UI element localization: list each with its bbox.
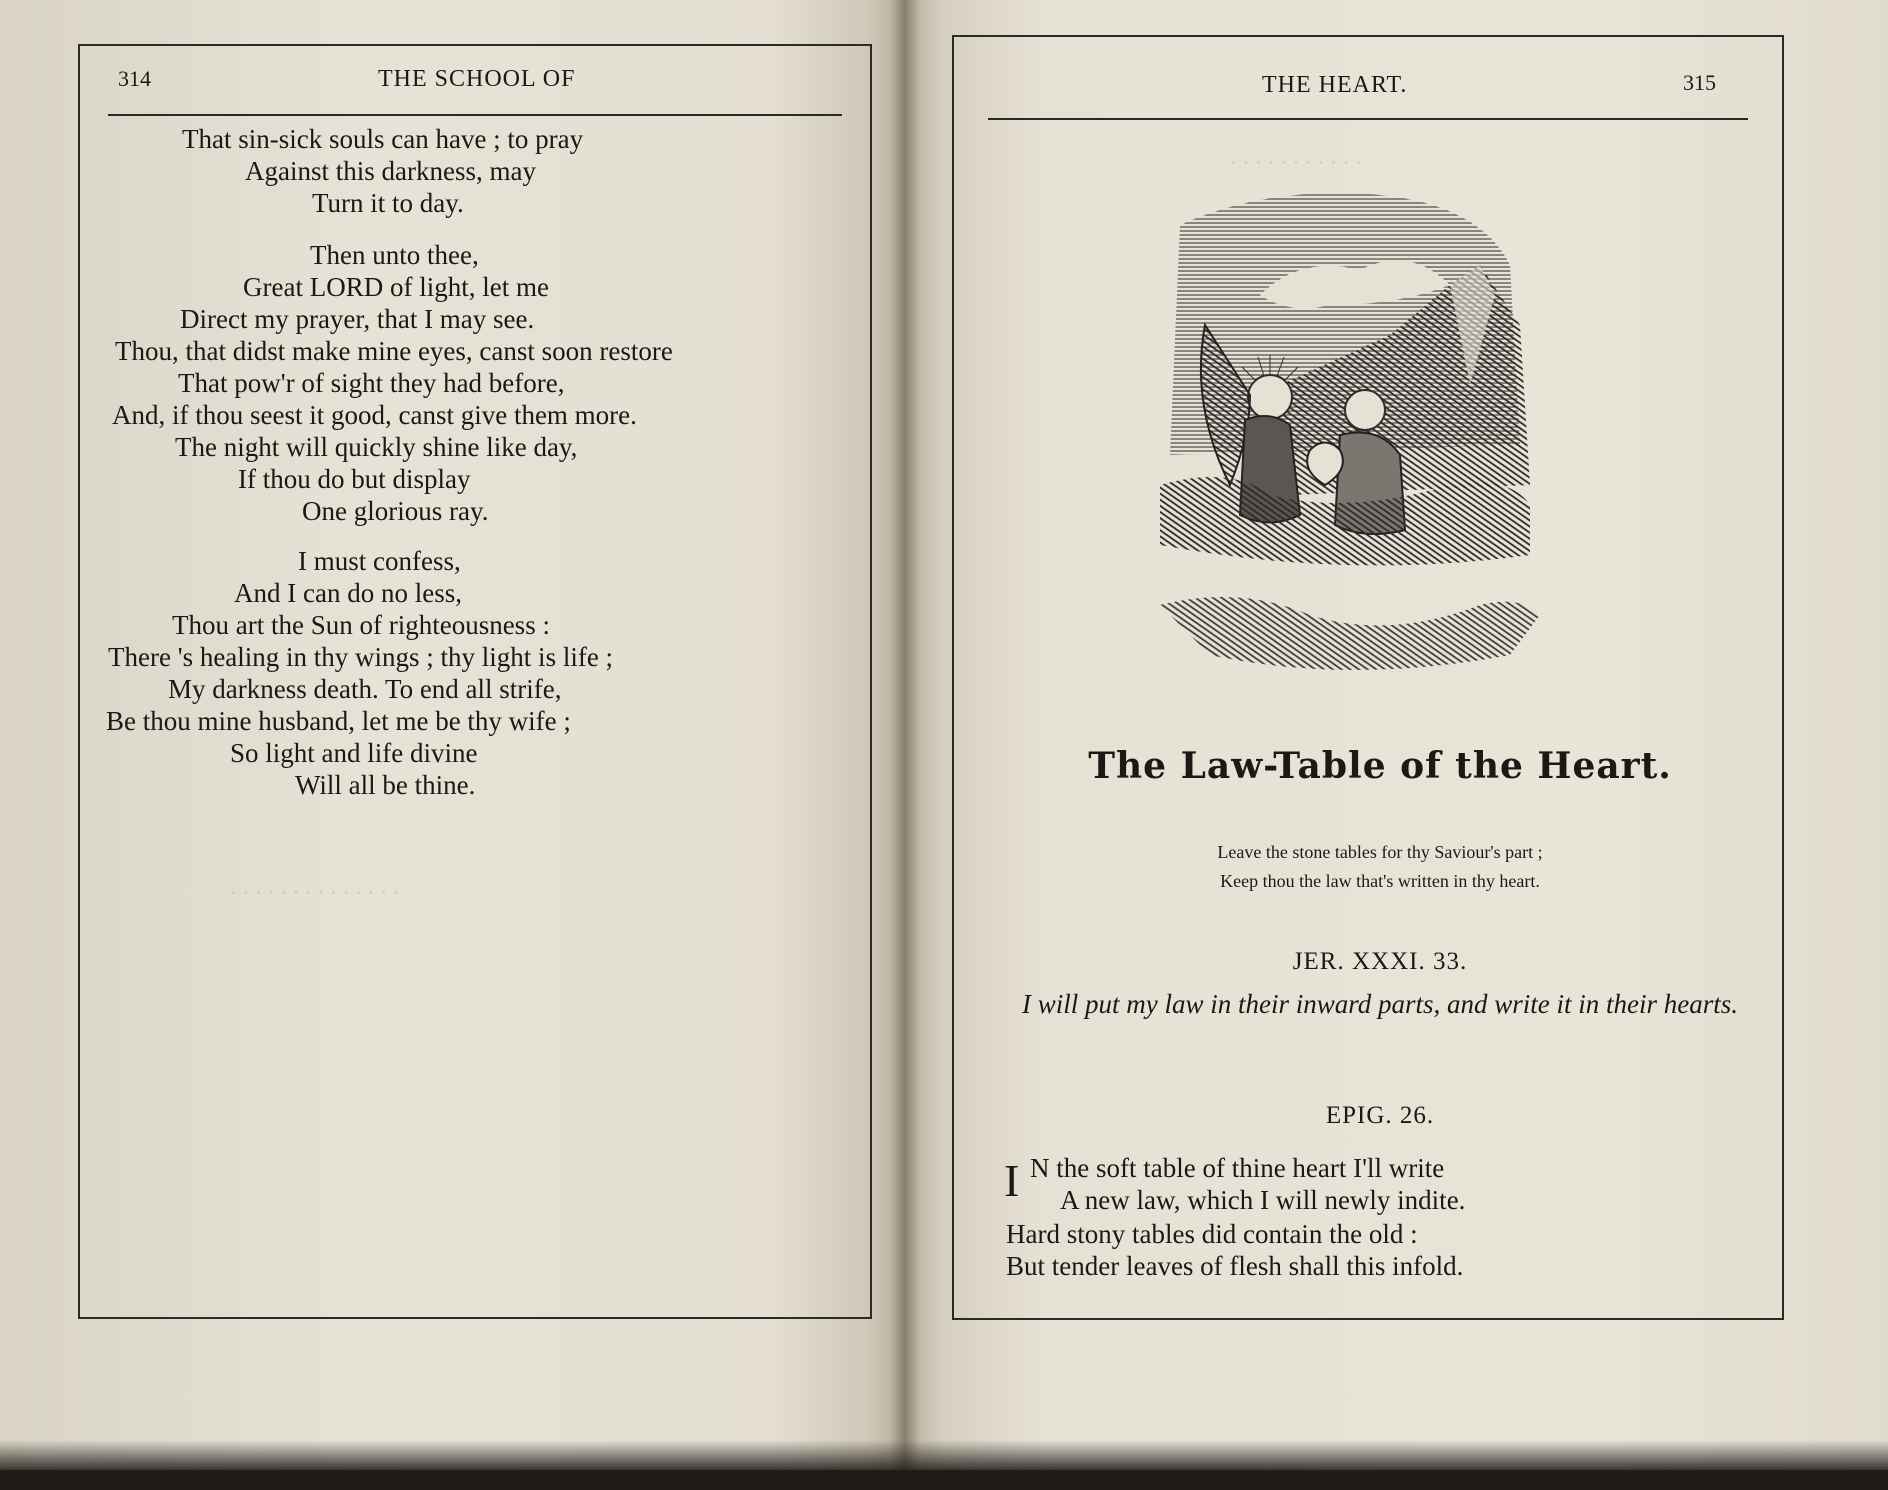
poem-line: Direct my prayer, that I may see. — [180, 304, 535, 334]
page-number-left: 314 — [118, 66, 151, 91]
poem-line: Against this darkness, may — [245, 156, 536, 186]
poem-line: I must confess, — [298, 546, 461, 576]
scripture-quote: I will put my law in their inward parts, and write it in their hearts. — [1021, 989, 1739, 1019]
emblem-title: The Law-Table of the Heart. — [1088, 745, 1672, 787]
running-head-left: THE SCHOOL OF — [378, 66, 576, 92]
poem-line: Be thou mine husband, let me be thy wife ; — [106, 706, 571, 736]
bottom-edge-shadow — [0, 1440, 1888, 1490]
poem-line: One glorious ray. — [302, 496, 489, 526]
foreground-foliage — [1160, 597, 1540, 670]
header-rule-left — [108, 114, 842, 116]
angel-head — [1248, 375, 1292, 419]
poem-line: Turn it to day. — [312, 188, 464, 218]
epigraph-line: Keep thou the law that's written in thy heart. — [1220, 871, 1540, 891]
poem-line: Thou, that didst make mine eyes, canst soon restore — [115, 336, 673, 366]
running-head-right: THE HEART. — [1262, 72, 1408, 98]
poem-line: If thou do but display — [238, 464, 471, 494]
poem-line: Thou art the Sun of righteousness : — [172, 610, 550, 640]
poem-line: Then unto thee, — [310, 240, 479, 270]
figure-head — [1345, 390, 1385, 430]
poem-line: So light and life divine — [230, 738, 478, 768]
poem-line: There 's healing in thy wings ; thy light is life ; — [108, 642, 614, 672]
page-number-right: 315 — [1683, 70, 1716, 95]
epigram-line: A new law, which I will newly indite. — [1060, 1185, 1466, 1215]
epigraph-line: Leave the stone tables for thy Saviour's part ; — [1217, 842, 1543, 862]
poem-line: My darkness death. To end all strife, — [168, 674, 562, 704]
show-through-text: · · · · · · · · · · · · · · — [230, 880, 399, 907]
poem-line: The night will quickly shine like day, — [175, 432, 578, 462]
poem-line: That sin-sick souls can have ; to pray — [182, 124, 584, 154]
show-through-text: · · · · · · · · · · · — [1230, 150, 1362, 177]
drop-cap: I — [1004, 1155, 1020, 1206]
epigram-line: N the soft table of thine heart I'll write — [1030, 1153, 1445, 1183]
woodcut-illustration — [1150, 185, 1560, 690]
header-rule-right — [988, 118, 1748, 120]
epigram-line: Hard stony tables did contain the old : — [1006, 1219, 1418, 1249]
poem-line: And, if thou seest it good, canst give them more. — [112, 400, 637, 430]
poem-line: Great LORD of light, let me — [243, 272, 549, 302]
poem-line: That pow'r of sight they had before, — [178, 368, 565, 398]
poem-line: And I can do no less, — [234, 578, 462, 608]
poem-line: Will all be thine. — [295, 770, 476, 800]
epigram-line: But tender leaves of flesh shall this infold. — [1006, 1251, 1464, 1281]
book-gutter — [890, 0, 920, 1470]
epigram-reference: EPIG. 26. — [1325, 1102, 1435, 1129]
scripture-reference: JER. XXXI. 33. — [1292, 948, 1468, 975]
